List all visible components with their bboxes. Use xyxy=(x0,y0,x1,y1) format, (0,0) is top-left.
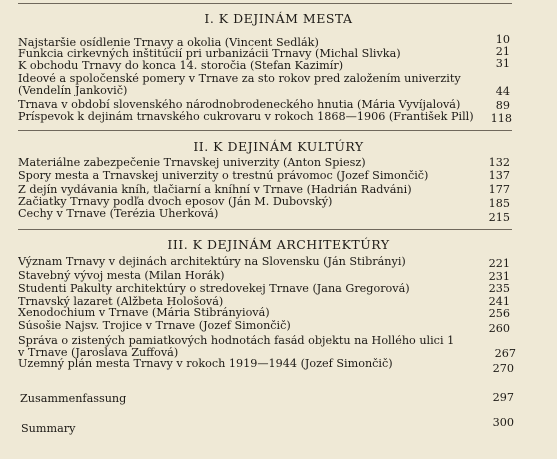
page-number: 21 xyxy=(495,45,510,58)
toc-entry-text: Súsošie Najsv. Trojice v Trnave (Jozef Šimončič) xyxy=(18,320,291,332)
page-number: 231 xyxy=(488,270,510,283)
toc-entry xyxy=(18,256,498,268)
toc-entry xyxy=(18,358,498,370)
toc-entry xyxy=(18,99,498,111)
page-number: 185 xyxy=(488,197,510,210)
toc-entry-text: Cechy v Trnave (Terézia Uherková) xyxy=(18,208,219,220)
toc-entry xyxy=(18,270,498,282)
toc-entry xyxy=(18,48,498,60)
toc-entry xyxy=(18,184,498,196)
toc-entry-text: Študenti Pakulty architektúry o stredovekej Trnave (Jana Gregorová) xyxy=(18,283,410,295)
toc-entry xyxy=(18,157,498,169)
toc-entry xyxy=(18,283,498,295)
page-number: 241 xyxy=(488,295,510,308)
section-1-top-rule xyxy=(18,3,512,4)
toc-entry-text: Trnavský lazaret (Alžbeta Hološová) xyxy=(18,296,224,308)
page-number: 10 xyxy=(495,33,510,46)
toc-entry-text: Materiálne zabezpečenie Trnavskej univerzity (Anton Špiesz) xyxy=(18,157,366,169)
section-title: III. K DEJINÁM ARCHITEKTÚRY xyxy=(167,237,390,252)
toc-entry-text: Stavebný vývoj mesta (Milan Horák) xyxy=(18,270,225,282)
toc-entry-text: Význam Trnavy v dejinách architektúry na Slovensku (Ján Štibrányi) xyxy=(18,256,406,268)
page-number: 235 xyxy=(488,282,510,295)
toc-entry-text: Územný plán mesta Trnavy v rokoch 1919—1944 (Jozef Šimončič) xyxy=(18,358,393,370)
toc-entry-text: (Vendelín Jankovič) xyxy=(18,84,128,96)
page-number: 256 xyxy=(488,307,510,320)
toc-entry-text: v Trnave (Jaroslava Žuffová) xyxy=(18,346,179,358)
page-number: 89 xyxy=(495,99,510,112)
toc-entry-text: Trnava v období slovenského národnobrodeneckého hnutia (Mária Vyvíjalová) xyxy=(18,99,461,111)
toc-entry-text: Funkcia cirkevných inštitúcií pri urbanizácii Trnavy (Michal Slivka) xyxy=(18,48,401,60)
page-number: 137 xyxy=(488,169,510,182)
toc-entry xyxy=(18,320,498,332)
page-number: 118 xyxy=(490,112,512,125)
page-number: 132 xyxy=(488,156,510,169)
page-number: 215 xyxy=(488,211,510,224)
page-number: 44 xyxy=(495,85,510,98)
back-matter-entry: Summary xyxy=(21,422,76,435)
toc-entry xyxy=(18,111,498,123)
toc-entry xyxy=(18,73,498,96)
section-3-top-rule xyxy=(18,229,512,230)
section-2-top-rule xyxy=(18,130,512,131)
page-number: 31 xyxy=(495,57,510,70)
page-number: 221 xyxy=(488,257,510,270)
page-number: 260 xyxy=(488,322,510,335)
section-title: II. K DEJINÁM KULTÚRY xyxy=(193,139,364,154)
toc-entry xyxy=(18,60,498,72)
toc-entry-text: Najstaršie osídlenie Trnavy a okolia (Vincent Sedlák) xyxy=(18,37,319,49)
toc-entry-text: Xenodochium v Trnave (Mária Štibrányiová) xyxy=(18,307,270,319)
page-number: 267 xyxy=(494,347,516,360)
toc-entry xyxy=(18,307,498,319)
toc-entry-text: K obchodu Trnavy do konca 14. storočia (Štefan Kazimír) xyxy=(18,60,344,72)
toc-entry xyxy=(18,196,498,208)
back-matter-entry: Zusammenfassung xyxy=(20,392,127,405)
toc-entry xyxy=(18,296,498,308)
page-number: 270 xyxy=(492,362,514,375)
toc-entry-text: Príspevok k dejinám trnavského cukrovaru v rokoch 1868—1906 (František Pill) xyxy=(18,111,474,123)
toc-entry-text: Z dejín vydávania kníh, tlačiarní a kníhní v Trnave (Hadrián Radváni) xyxy=(18,184,412,196)
toc-entry xyxy=(18,208,498,220)
toc-entry xyxy=(18,37,498,49)
toc-entry xyxy=(18,335,498,358)
toc-entry xyxy=(18,170,498,182)
section-title: I. K DEJINÁM MESTA xyxy=(204,11,353,26)
toc-entry-text: Spory mesta a Trnavskej univerzity o trestnú právomoc (Jozef Šimončič) xyxy=(18,170,429,182)
page-number: 297 xyxy=(492,391,514,404)
toc-entry-text: Ideové a spoločenské pomery v Trnave za sto rokov pred založením univerzity xyxy=(18,73,461,85)
page-number: 300 xyxy=(492,416,514,429)
toc-entry-text: Začiatky Trnavy podľa dvoch eposov (Ján M. Dubovský) xyxy=(18,196,333,208)
page-number: 177 xyxy=(488,183,510,196)
toc-entry-text: Správa o zistených pamiatkových hodnotách fasád objektu na Hollého ulici 1 xyxy=(18,335,455,347)
